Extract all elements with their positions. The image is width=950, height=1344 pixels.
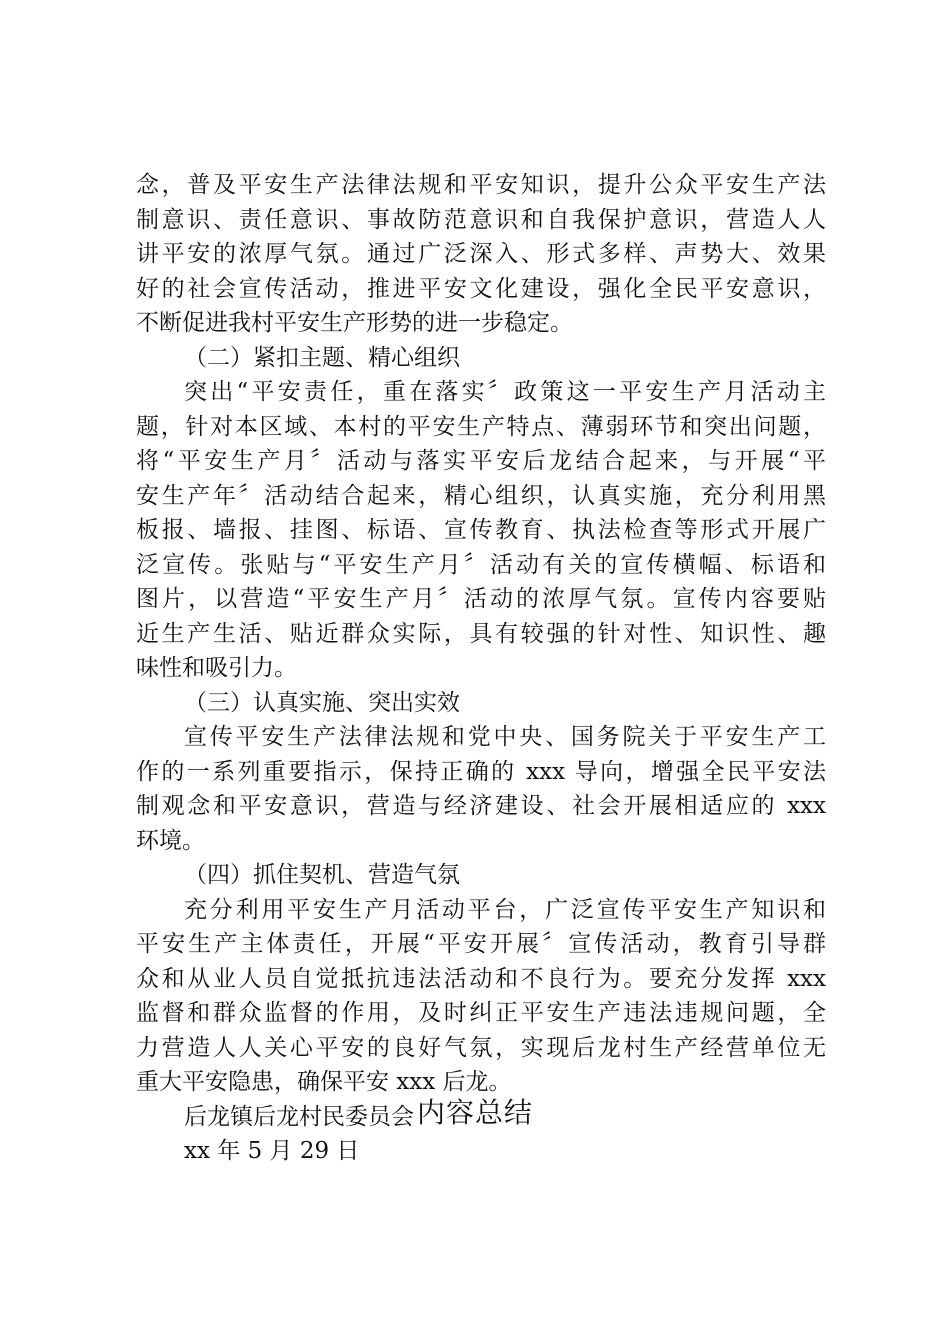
document-body [136, 168, 826, 1169]
section-heading-3: （三）认真实施、突出实效 [184, 689, 460, 716]
text-line: 环境。 [136, 827, 205, 854]
text-line: 念，普及平安生产法律法规和平安知识，提升公众平安生产法 [136, 172, 826, 198]
text-line: 制观念和平安意识，营造与经济建设、社会开展相适应的 xxx [136, 793, 826, 819]
text-line: 好的社会宣传活动，推进平安文化建设，强化全民平安意识， [136, 275, 826, 302]
section-4-paragraph [136, 893, 826, 1100]
summary-title: 内容总结 [416, 1096, 533, 1129]
intro-paragraph [136, 168, 826, 341]
section-3-paragraph [136, 720, 826, 858]
text-line: 力营造人人关心平安的良好气氛，实现后龙村生产经营单位无 [136, 1034, 826, 1061]
text-line: 泛宣传。张贴与“平安生产月〞活动有关的宣传横幅、标语和 [136, 551, 826, 578]
text-line: 将“平安生产月〞活动与落实平安后龙结合起来，与开展“平 [136, 448, 826, 474]
signature-date: xx 年 5 月 29 日 [184, 1138, 360, 1164]
signature-organization: 后龙镇后龙村民委员会 [184, 1103, 414, 1130]
text-line: 图片，以营造“平安生产月〞活动的浓厚气氛。宣传内容要贴 [136, 586, 826, 612]
text-line: 宣传平安生产法律法规和党中央、国务院关于平安生产工 [184, 724, 826, 750]
section-heading-4: （四）抓住契机、营造气氛 [184, 862, 460, 888]
text-line: 安生产年〞活动结合起来，精心组织，认真实施，充分利用黑 [136, 482, 826, 509]
text-line: 近生产生活、贴近群众实际，具有较强的针对性、知识性、趣 [136, 620, 826, 647]
text-line: 突出“平安责任，重在落实〞政策这一平安生产月活动主 [184, 379, 826, 405]
text-line: 平安生产主体责任，开展“平安开展〞宣传活动，教育引导群 [136, 931, 826, 957]
section-2-paragraph [136, 375, 826, 686]
text-line: 板报、墙报、挂图、标语、宣传教育、执法检查等形式开展广 [136, 517, 826, 543]
text-line: 制意识、责任意识、事故防范意识和自我保护意识，营造人人 [136, 206, 826, 233]
text-line: 重大平安隐患，确保平安 xxx 后龙。 [136, 1069, 512, 1095]
text-line: 味性和吸引力。 [136, 655, 297, 681]
text-line: 不断促进我村平安生产形势的进一步稳定。 [136, 310, 573, 336]
text-line: 充分利用平安生产月活动平台，广泛宣传平安生产知识和 [184, 896, 826, 923]
text-line: 讲平安的浓厚气氛。通过广泛深入、形式多样、声势大、效果 [136, 241, 826, 267]
text-line: 众和从业人员自觉抵抗违法活动和不良行为。要充分发挥 xxx [136, 965, 826, 992]
text-line: 题，针对本区域、本村的平安生产特点、薄弱环节和突出问题， [136, 413, 826, 440]
text-line: 监督和群众监督的作用，及时纠正平安生产违法违规问题，全 [136, 1000, 826, 1026]
text-line: 作的一系列重要指示，保持正确的 xxx 导向，增强全民平安法 [136, 758, 826, 785]
section-heading-2: （二）紧扣主题、精心组织 [184, 344, 460, 371]
